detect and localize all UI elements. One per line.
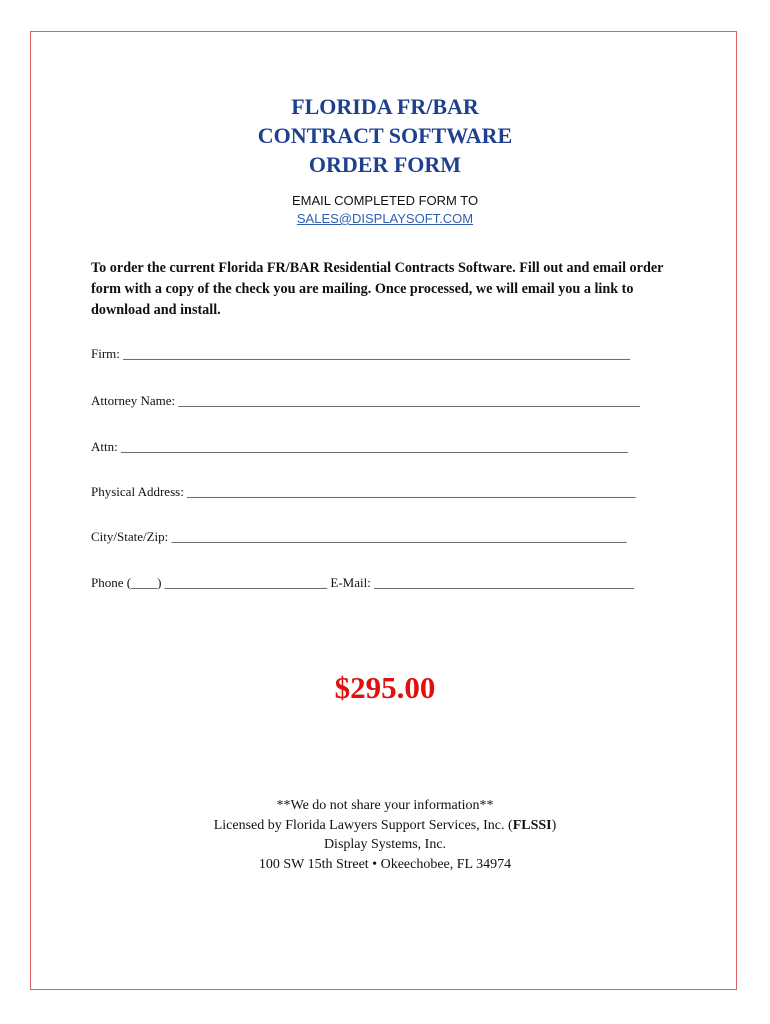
attn-field[interactable]: Attn: ______________________________________________________________________________ bbox=[91, 439, 628, 454]
form-title bbox=[0, 92, 770, 179]
license-line bbox=[0, 816, 770, 836]
intro-paragraph: To order the current Florida FR/BAR Residential Contracts Software. Fill out and email order form with a copy of the check you are mailing. Once processed, we will email you a link to download and install. bbox=[91, 260, 664, 318]
physical-address-field[interactable]: Physical Address: _____________________________________________________________________ bbox=[91, 484, 636, 499]
title-line-1: FLORIDA FR/BAR bbox=[291, 94, 479, 119]
privacy-notice: **We do not share your information** bbox=[276, 798, 494, 813]
license-prefix: Licensed by Florida Lawyers Support Services, Inc. ( bbox=[213, 817, 513, 833]
company-name: Display Systems, Inc. bbox=[323, 837, 447, 852]
sales-email-link[interactable]: SALES@DISPLAYSOFT.COM bbox=[296, 211, 474, 226]
title-line-2: CONTRACT SOFTWARE bbox=[257, 123, 513, 148]
company-address: 100 SW 15th Street • Okeechobee, FL 34974 bbox=[258, 856, 512, 872]
attorney-name-field[interactable]: Attorney Name: _______________________________________________________________________ bbox=[91, 393, 640, 408]
title-line-3: ORDER FORM bbox=[308, 152, 462, 177]
firm-field[interactable]: Firm: ______________________________________________________________________________ bbox=[91, 346, 631, 361]
phone-email-field[interactable]: Phone (____) _________________________ E-Mail: ________________________________________ bbox=[91, 575, 635, 590]
license-abbr: FLSSI bbox=[512, 817, 552, 833]
email-instruction: EMAIL COMPLETED FORM TO bbox=[291, 193, 479, 208]
email-link-container bbox=[0, 211, 770, 226]
footer bbox=[0, 796, 770, 874]
city-state-zip-field[interactable]: City/State/Zip: ______________________________________________________________________ bbox=[91, 529, 627, 544]
price: $295.00 bbox=[334, 670, 436, 705]
license-suffix: ) bbox=[551, 817, 557, 833]
